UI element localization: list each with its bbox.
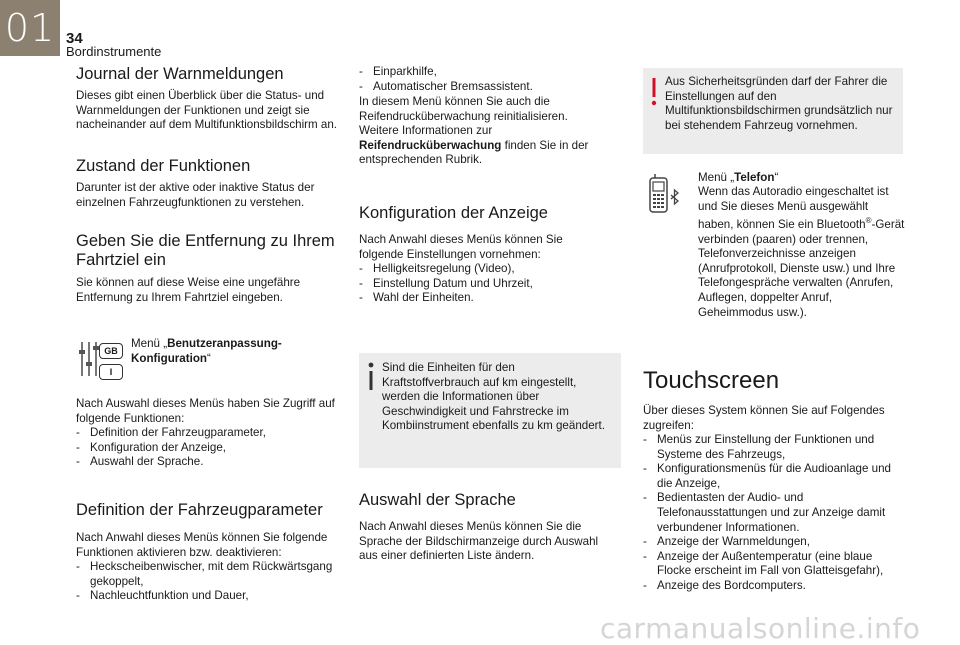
list-item: - Konfiguration der Anzeige, — [76, 440, 226, 454]
section-name: Bordinstrumente — [66, 44, 162, 59]
menu-label-telefon: Menü „Telefon“ — [698, 171, 779, 184]
text-entfernung: Sie können auf diese Weise eine ungefähre Entfernung zu Ihrem Fahrtziel eingeben. — [76, 276, 301, 304]
list-top — [359, 65, 621, 94]
warning-note — [643, 68, 903, 154]
list-item: - Menüs zur Einstellung der Funktionen und Systeme des Fahrzeugs, — [643, 433, 875, 461]
text-konfiguration: Nach Anwahl dieses Menüs können Sie folgende Einstellungen vornehmen: — [359, 233, 563, 261]
list-item: - Helligkeitsregelung (Video), — [359, 262, 515, 275]
list-item: - Anzeige der Außentemperatur (eine blaue Flocke erscheint im Fall von Glatteisgefahr), — [643, 549, 884, 578]
i-badge: I — [99, 364, 123, 380]
list-item: - Nachleuchtfunktion und Dauer, — [76, 589, 249, 603]
heading-entfernung: Geben Sie die Entfernung zu Ihrem Fahrtziel ein — [76, 232, 335, 269]
info-note-text: Sind die Einheiten für den Kraftstoffverbrauch auf km eingestellt, werden die Informationen über Geschwindigkeit und Fahrstrecke im Kombiinstrument ebenfalls zu km geändert. — [382, 361, 605, 433]
gb-badge: GB — [99, 343, 123, 359]
text-sprache: Nach Anwahl dieses Menüs können Sie die Sprache der Bildschirmanzeige durch Auswahl aus einer definierten Liste ändern. — [359, 520, 599, 563]
list-item: - Auswahl der Sprache. — [76, 455, 204, 469]
warning-exclamation-icon — [649, 78, 659, 106]
list-item: - Bedientasten der Audio- und Telefonausstattungen und zur Anzeige damit verbundener Informationen. — [643, 491, 886, 534]
menu-label-benutzeranpassung: Menü „Benutzeranpassung-Konfiguration“ — [131, 337, 282, 365]
text-zustand: Darunter ist der aktive oder inaktive Status der einzelnen Fahrzeugfunktionen zu verstehen. — [76, 181, 315, 209]
watermark: carmanualsonline.info — [600, 612, 921, 645]
text-telefon: Wenn das Autoradio eingeschaltet ist und Sie dieses Menü ausgewählt haben, können Sie ein Bluetooth®-Gerät verbinden (paaren) oder trennen, Telefonverzeichnisse anzeigen (Anrufprotokoll, Dienste usw.) und Ihre Telefongespräche verwalten (Anrufen, Auflegen, doppelter Anruf, Geheimmodus usw.). — [698, 185, 905, 319]
heading-sprache: Auswahl der Sprache — [359, 491, 516, 509]
text-reset: In diesem Menü können Sie auch die Reifendrucküberwachung reinitialisieren. Weitere Informationen zur Reifendrucküberwachung finden Sie in der entsprechenden Rubrik. — [359, 95, 589, 167]
heading-definition: Definition der Fahrzeugparameter — [76, 501, 323, 519]
list-touchscreen — [643, 433, 901, 594]
text-definition: Nach Anwahl dieses Menüs können Sie folgende Funktionen aktivieren bzw. deaktivieren: — [76, 531, 328, 559]
list-item: - Konfigurationsmenüs für die Audioanlage und die Anzeige, — [643, 462, 891, 490]
text-touchscreen: Über dieses System können Sie auf Folgendes zugreifen: — [643, 404, 885, 432]
phone-bluetooth-icon — [647, 173, 681, 217]
chapter-number: 01 — [0, 0, 60, 56]
list-item: - Automatischer Bremsassistent. — [359, 79, 533, 93]
warning-note-text: Aus Sicherheitsgründen darf der Fahrer die Einstellungen auf den Multifunktionsbildschirmen grundsätzlich nur bei stehendem Fahrzeug vornehmen. — [665, 75, 893, 132]
list-konfiguration — [359, 262, 621, 306]
text-journal: Dieses gibt einen Überblick über die Status- und Warnmeldungen der Funktionen und zeigt sie nacheinander auf dem Multifunktionsbildschirm an. — [76, 89, 338, 132]
list-item: - Wahl der Einheiten. — [359, 291, 474, 305]
heading-journal: Journal der Warnmeldungen — [76, 65, 284, 83]
list-item: - Einstellung Datum und Uhrzeit, — [359, 276, 533, 290]
list-item: - Einparkhilfe, — [359, 65, 437, 78]
heading-konfiguration: Konfiguration der Anzeige — [359, 204, 548, 222]
list-item: - Anzeige des Bordcomputers. — [643, 578, 806, 592]
page-number: 34 — [66, 30, 83, 47]
info-note — [359, 353, 621, 468]
list-item: - Anzeige der Warnmeldungen, — [643, 535, 810, 549]
heading-zustand: Zustand der Funktionen — [76, 157, 251, 175]
text-nach-auswahl: Nach Auswahl dieses Menüs haben Sie Zugriff auf folgende Funktionen: — [76, 397, 335, 425]
list-definition — [76, 560, 338, 604]
list-item: - Heckscheibenwischer, mit dem Rückwärtsgang gekoppelt, — [76, 560, 333, 588]
heading-touchscreen: Touchscreen — [643, 367, 780, 394]
info-icon — [365, 361, 377, 391]
list-nach-auswahl — [76, 426, 338, 470]
list-item: - Definition der Fahrzeugparameter, — [76, 426, 266, 439]
